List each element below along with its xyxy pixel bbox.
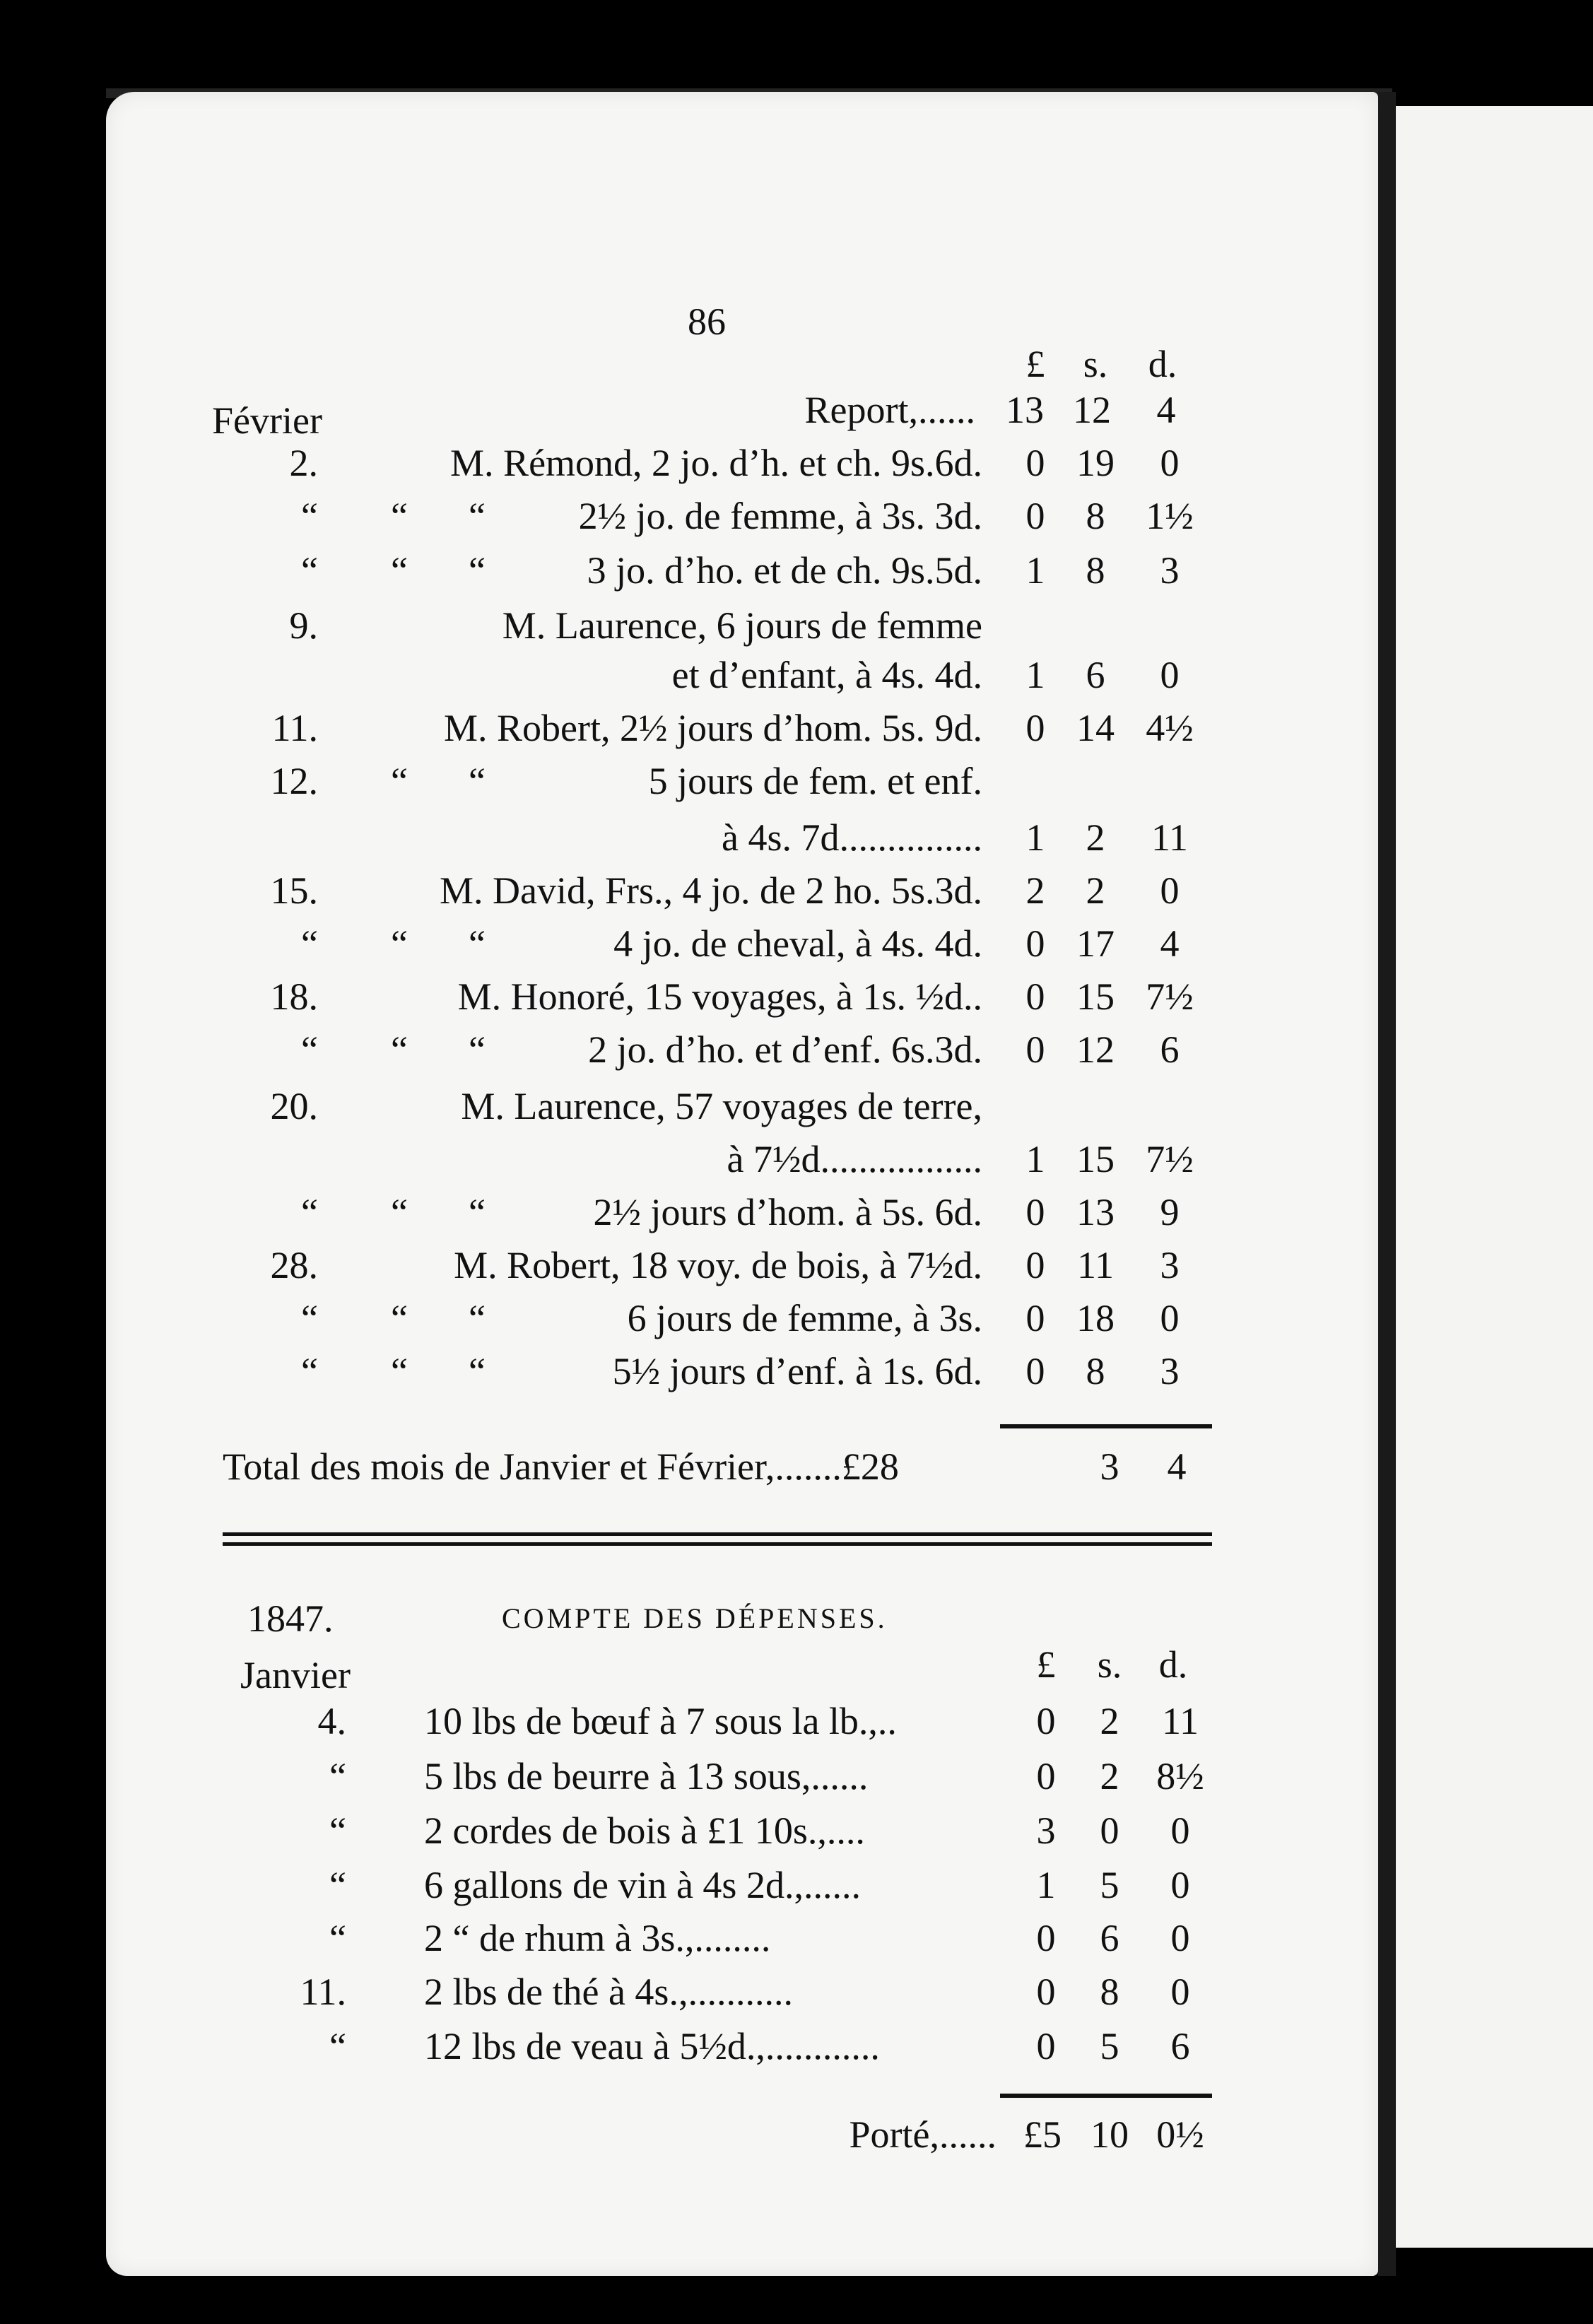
row-pounds: 0 [1025,1191,1045,1233]
row-day: “ [301,922,318,965]
row-pounds: 1 [1036,1864,1056,1906]
double-rule-top [223,1532,1212,1536]
row-shillings: 8 [1086,495,1105,537]
row-day: 15. [270,869,318,912]
row-pence: 3 [1160,1244,1180,1286]
row-description: 2 cordes de bois à £1 10s.,.... [424,1809,865,1852]
row-description: 2 jo. d’ho. et d’enf. 6s.3d. [588,1028,982,1071]
row-ditto-mark: “ [391,1191,408,1233]
row-pence: 6 [1170,2025,1190,2067]
row-shillings: 5 [1100,2025,1119,2067]
col2-header-shillings: s. [1097,1643,1122,1686]
row-day: “ [301,1297,318,1339]
col-header-pence: d. [1148,343,1177,385]
row-pence: 11 [1151,816,1188,859]
row-day: “ [301,495,318,537]
row-day: 4. [317,1700,346,1742]
row-day: “ [301,549,318,592]
col2-header-pounds: £ [1036,1643,1056,1686]
row-pence: 0 [1160,654,1180,696]
row-description: 2½ jo. de femme, à 3s. 3d. [578,495,982,537]
row-pence: 6 [1160,1028,1180,1071]
row-description: M. Honoré, 15 voyages, à 1s. ½d.. [457,975,982,1018]
row-day: “ [329,2025,346,2067]
sum-rule-2 [1000,2094,1212,2098]
row-shillings: 2 [1100,1700,1119,1742]
row-ditto-mark: “ [391,1028,408,1071]
row-description: 2 “ de rhum à 3s.,........ [424,1917,771,1959]
month-label: Février [212,399,322,442]
section-title: COMPTE DES DÉPENSES. [502,1602,888,1634]
row-day: 11. [271,707,318,749]
row-shillings: 2 [1086,869,1105,912]
row-pounds: 0 [1025,1244,1045,1286]
row-day: 12. [270,760,318,802]
row-pounds: 0 [1036,2025,1056,2067]
report-pence: 4 [1156,389,1176,431]
row-pounds: 1 [1025,549,1045,592]
row-pounds: 1 [1025,1138,1045,1180]
row-pence: 8½ [1156,1755,1204,1797]
book-spine [1378,92,1396,2276]
row-ditto-mark: “ [469,760,486,802]
row-ditto-mark: “ [391,1350,408,1392]
row-description: et d’enfant, à 4s. 4d. [671,654,982,696]
double-rule-bottom [223,1542,1212,1546]
row-shillings: 12 [1076,1028,1115,1071]
row-description: M. Rémond, 2 jo. d’h. et ch. 9s.6d. [450,442,982,484]
row-pence: 7½ [1146,975,1194,1018]
row-shillings: 14 [1076,707,1115,749]
row-pounds: 0 [1025,442,1045,484]
row-ditto-mark: “ [391,495,408,537]
carried-shillings: 10 [1091,2113,1129,2156]
row-day: 28. [270,1244,318,1286]
row-ditto-mark: “ [391,1297,408,1339]
row-day: “ [329,1755,346,1797]
row-day: “ [329,1864,346,1906]
row-ditto-mark: “ [391,922,408,965]
row-pounds: 2 [1025,869,1045,912]
row-description: M. David, Frs., 4 jo. de 2 ho. 5s.3d. [440,869,982,912]
page-number: 86 [688,300,726,343]
row-shillings: 2 [1086,816,1105,859]
row-description: 5 lbs de beurre à 13 sous,...... [424,1755,869,1797]
row-description: à 7½d................. [727,1138,982,1180]
row-pounds: 0 [1025,495,1045,537]
row-description: 6 jours de femme, à 3s. [627,1297,982,1339]
row-shillings: 8 [1086,1350,1105,1392]
row-pounds: 0 [1025,975,1045,1018]
row-pounds: 1 [1025,654,1045,696]
row-ditto-mark: “ [469,549,486,592]
row-shillings: 8 [1100,1971,1119,2013]
row-pence: 0 [1160,442,1180,484]
row-shillings: 11 [1077,1244,1114,1286]
row-pence: 11 [1162,1700,1199,1742]
col2-header-pence: d. [1158,1643,1188,1686]
row-description: 12 lbs de veau à 5½d.,............ [424,2025,880,2067]
row-pence: 9 [1160,1191,1180,1233]
row-ditto-mark: “ [469,1191,486,1233]
row-description: 5 jours de fem. et enf. [648,760,982,802]
row-pence: 0 [1170,1864,1190,1906]
row-ditto-mark: “ [469,1350,486,1392]
row-shillings: 8 [1086,549,1105,592]
total-shillings: 3 [1100,1445,1119,1488]
carried-pence: 0½ [1156,2113,1204,2156]
row-shillings: 17 [1076,922,1115,965]
row-pounds: 0 [1036,1755,1056,1797]
row-day: “ [329,1809,346,1852]
report-label: Report,...... [804,389,975,431]
month-label-2: Janvier [240,1654,351,1696]
facing-page [1396,106,1593,2248]
row-description: M. Laurence, 57 voyages de terre, [461,1085,982,1127]
row-ditto-mark: “ [469,922,486,965]
row-ditto-mark: “ [391,549,408,592]
row-pounds: 0 [1025,707,1045,749]
row-description: 3 jo. d’ho. et de ch. 9s.5d. [587,549,982,592]
row-pence: 3 [1160,1350,1180,1392]
row-pence: 1½ [1146,495,1194,537]
row-day: “ [301,1028,318,1071]
row-description: 5½ jours d’enf. à 1s. 6d. [612,1350,982,1392]
row-description: M. Laurence, 6 jours de femme [502,604,982,647]
row-pence: 0 [1170,1809,1190,1852]
row-day: “ [329,1917,346,1959]
row-day: 11. [300,1971,346,2013]
row-shillings: 18 [1076,1297,1115,1339]
row-pounds: 1 [1025,816,1045,859]
row-day: 20. [270,1085,318,1127]
row-day: 18. [270,975,318,1018]
row-shillings: 15 [1076,1138,1115,1180]
row-pounds: 0 [1025,1350,1045,1392]
row-pounds: 0 [1036,1971,1056,2013]
col-header-pounds: £ [1025,343,1045,385]
row-shillings: 6 [1086,654,1105,696]
row-day: 2. [289,442,318,484]
row-ditto-mark: “ [469,495,486,537]
row-shillings: 0 [1100,1809,1119,1852]
row-pence: 4½ [1146,707,1194,749]
report-shillings: 12 [1073,389,1111,431]
row-shillings: 2 [1100,1755,1119,1797]
row-pence: 0 [1170,1971,1190,2013]
row-pounds: 3 [1036,1809,1056,1852]
row-pence: 7½ [1146,1138,1194,1180]
row-pounds: 0 [1025,1297,1045,1339]
row-pounds: 0 [1025,922,1045,965]
row-pounds: 0 [1025,1028,1045,1071]
row-pounds: 0 [1036,1700,1056,1742]
total-label: Total des mois de Janvier et Février,.......£28 [223,1445,899,1488]
row-day: 9. [289,604,318,647]
sum-rule [1000,1424,1212,1428]
year-label: 1847. [247,1597,334,1640]
row-ditto-mark: “ [391,760,408,802]
row-shillings: 5 [1100,1864,1119,1906]
report-pounds: 13 [1006,389,1044,431]
row-pence: 0 [1160,869,1180,912]
row-pence: 4 [1160,922,1180,965]
row-description: 4 jo. de cheval, à 4s. 4d. [613,922,982,965]
row-pence: 0 [1160,1297,1180,1339]
total-pence: 4 [1167,1445,1187,1488]
row-description: 10 lbs de bœuf à 7 sous la lb.,.. [424,1700,897,1742]
row-shillings: 6 [1100,1917,1119,1959]
row-description: à 4s. 7d............... [722,816,982,859]
row-shillings: 13 [1076,1191,1115,1233]
carried-label: Porté,...... [849,2113,997,2156]
row-shillings: 15 [1076,975,1115,1018]
row-shillings: 19 [1076,442,1115,484]
row-pence: 3 [1160,549,1180,592]
row-day: “ [301,1350,318,1392]
col-header-shillings: s. [1083,343,1108,385]
row-pounds: 0 [1036,1917,1056,1959]
row-ditto-mark: “ [469,1297,486,1339]
row-description: M. Robert, 18 voy. de bois, à 7½d. [454,1244,982,1286]
row-day: “ [301,1191,318,1233]
row-pence: 0 [1170,1917,1190,1959]
row-description: 2 lbs de thé à 4s.,........... [424,1971,793,2013]
row-description: 6 gallons de vin à 4s 2d.,...... [424,1864,861,1906]
row-description: M. Robert, 2½ jours d’hom. 5s. 9d. [444,707,982,749]
row-description: 2½ jours d’hom. à 5s. 6d. [593,1191,982,1233]
row-ditto-mark: “ [469,1028,486,1071]
carried-pounds: £5 [1023,2113,1062,2156]
